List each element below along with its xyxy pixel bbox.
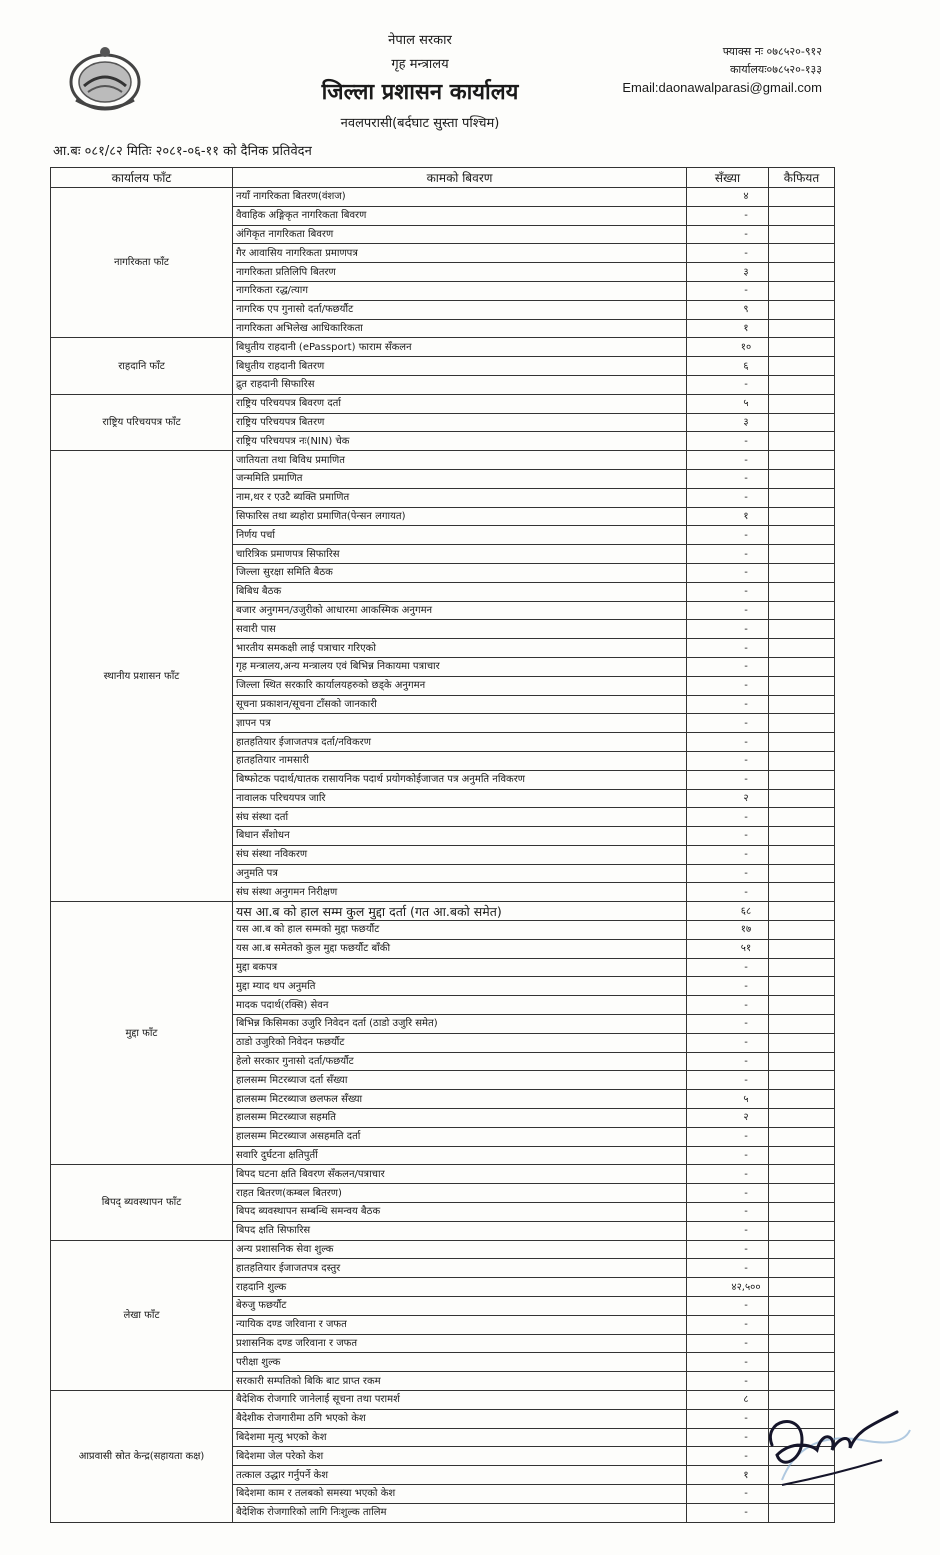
table-row: [51, 394, 835, 413]
description-cell: हालसम्म मिटरब्याज दर्ता सँख्या: [233, 1071, 687, 1090]
count-cell: ५: [687, 394, 769, 413]
count-cell: -: [687, 1052, 769, 1071]
description-cell: न्यायिक दण्ड जरिवाना र जफत: [233, 1315, 687, 1334]
count-cell: २: [687, 1109, 769, 1128]
count-cell: -: [687, 827, 769, 846]
description-cell: सवारि दुर्घटना क्षतिपुर्ती: [233, 1146, 687, 1165]
count-cell: ५: [687, 1090, 769, 1109]
count-cell: -: [687, 864, 769, 883]
count-cell: -: [687, 582, 769, 601]
remarks-cell: [769, 413, 835, 432]
remarks-cell: [769, 921, 835, 940]
description-cell: हातहतियार ईजाजतपत्र दर्ता/नविकरण: [233, 733, 687, 752]
description-cell: राष्ट्रिय परिचयपत्र बिवरण दर्ता: [233, 394, 687, 413]
table-row: [51, 902, 835, 921]
remarks-cell: [769, 563, 835, 582]
office-location: नवलपरासी(बर्दघाट सुस्ता पश्चिम): [340, 116, 500, 131]
description-cell: अन्य प्रशासनिक सेवा शुल्क: [233, 1240, 687, 1259]
remarks-cell: [769, 1033, 835, 1052]
remarks-cell: [769, 939, 835, 958]
description-cell: हालसम्म मिटरब्याज छलफल सँख्या: [233, 1090, 687, 1109]
remarks-cell: [769, 1071, 835, 1090]
count-cell: -: [687, 526, 769, 545]
table-row: [51, 1165, 835, 1184]
remarks-cell: [769, 319, 835, 338]
count-cell: -: [687, 1240, 769, 1259]
remarks-cell: [769, 300, 835, 319]
count-cell: -: [687, 1315, 769, 1334]
count-cell: -: [687, 1165, 769, 1184]
description-cell: सूचना प्रकाशन/सूचना टाँसको जानकारी: [233, 695, 687, 714]
fax-number: फ्याक्स नः ०७८५२०-९१२: [722, 45, 822, 58]
remarks-cell: [769, 657, 835, 676]
description-cell: वैवाहिक अङ्गिकृत नागरिकता बिवरण: [233, 206, 687, 225]
count-cell: -: [687, 1334, 769, 1353]
remarks-cell: [769, 751, 835, 770]
remarks-cell: [769, 601, 835, 620]
remarks-cell: [769, 1503, 835, 1522]
count-cell: -: [687, 1409, 769, 1428]
remarks-cell: [769, 1278, 835, 1297]
count-cell: -: [687, 733, 769, 752]
remarks-cell: [769, 883, 835, 902]
count-cell: ८: [687, 1391, 769, 1410]
count-cell: -: [687, 225, 769, 244]
description-cell: नागरिक एप गुनासो दर्ता/फछर्यौट: [233, 300, 687, 319]
description-cell: राष्ट्रिय परिचयपत्र बितरण: [233, 413, 687, 432]
count-cell: -: [687, 1484, 769, 1503]
signature-stamp: [762, 1400, 912, 1500]
remarks-cell: [769, 1090, 835, 1109]
description-cell: बिपद घटना क्षति बिवरण सँकलन/पत्राचार: [233, 1165, 687, 1184]
count-cell: ४: [687, 188, 769, 207]
count-cell: -: [687, 1184, 769, 1203]
count-cell: -: [687, 206, 769, 225]
description-cell: तत्काल उद्धार गर्नुपर्ने केश: [233, 1466, 687, 1485]
remarks-cell: [769, 620, 835, 639]
section-name-cell: मुद्दा फाँट: [51, 902, 233, 1165]
remarks-cell: [769, 1109, 835, 1128]
description-cell: हातहतियार ईजाजतपत्र दस्तुर: [233, 1259, 687, 1278]
count-cell: -: [687, 620, 769, 639]
remarks-cell: [769, 432, 835, 451]
count-cell: १: [687, 507, 769, 526]
table-row: [51, 1391, 835, 1410]
remarks-cell: [769, 526, 835, 545]
description-cell: बजार अनुगमन/उजुरीको आधारमा आकस्मिक अनुगमन: [233, 601, 687, 620]
description-cell: चारित्रिक प्रमाणपत्र सिफारिस: [233, 545, 687, 564]
remarks-cell: [769, 1353, 835, 1372]
description-cell: गृह मन्त्रालय,अन्य मन्त्रालय एवं बिभिन्न निकायमा पत्राचार: [233, 657, 687, 676]
description-cell: नागरिकता प्रतिलिपि बितरण: [233, 263, 687, 282]
count-cell: -: [687, 432, 769, 451]
count-cell: -: [687, 1297, 769, 1316]
count-cell: -: [687, 996, 769, 1015]
description-cell: नागरिकता रद्ध/त्याग: [233, 281, 687, 300]
count-cell: -: [687, 845, 769, 864]
description-cell: जन्ममिति प्रमाणित: [233, 469, 687, 488]
description-cell: हेलो सरकार गुनासो दर्ता/फछर्यौट: [233, 1052, 687, 1071]
remarks-cell: [769, 375, 835, 394]
count-cell: -: [687, 545, 769, 564]
count-cell: ३: [687, 263, 769, 282]
report-title: आ.बः ०८१/८२ मितिः २०८१-०६-११ को दैनिक प्रतिवेदन: [53, 144, 312, 159]
description-cell: ज्ञापन पत्र: [233, 714, 687, 733]
remarks-cell: [769, 770, 835, 789]
count-cell: -: [687, 1033, 769, 1052]
remarks-cell: [769, 996, 835, 1015]
column-header-section: कार्यालय फाँट: [51, 168, 233, 188]
description-cell: राहदानि शुल्क: [233, 1278, 687, 1297]
description-cell: परीक्षा शुल्क: [233, 1353, 687, 1372]
description-cell: यस आ.ब को हाल सम्म कुल मुद्दा दर्ता (गत आ.बको समेत): [233, 902, 687, 921]
description-cell: राहत बितरण(कम्बल बितरण): [233, 1184, 687, 1203]
count-cell: -: [687, 1447, 769, 1466]
remarks-cell: [769, 263, 835, 282]
description-cell: संघ संस्था नविकरण: [233, 845, 687, 864]
description-cell: बिपद ब्यवस्थापन सम्बन्धि समन्वय बैठक: [233, 1203, 687, 1222]
count-cell: १७: [687, 921, 769, 940]
count-cell: -: [687, 1071, 769, 1090]
description-cell: संघ संस्था दर्ता: [233, 808, 687, 827]
description-cell: बिदेशमा काम र तलबको समस्या भएको केश: [233, 1484, 687, 1503]
remarks-cell: [769, 845, 835, 864]
remarks-cell: [769, 1372, 835, 1391]
count-cell: -: [687, 1503, 769, 1522]
description-cell: अंगिकृत नागरिकता बिवरण: [233, 225, 687, 244]
count-cell: -: [687, 714, 769, 733]
section-name-cell: स्थानीय प्रशासन फाँट: [51, 451, 233, 902]
remarks-cell: [769, 244, 835, 263]
count-cell: -: [687, 1372, 769, 1391]
description-cell: बिबिध बैठक: [233, 582, 687, 601]
remarks-cell: [769, 1184, 835, 1203]
count-cell: -: [687, 770, 769, 789]
description-cell: मादक पदार्थ(रक्सि) सेवन: [233, 996, 687, 1015]
remarks-cell: [769, 582, 835, 601]
remarks-cell: [769, 1259, 835, 1278]
description-cell: सवारी पास: [233, 620, 687, 639]
count-cell: २: [687, 789, 769, 808]
description-cell: बिपद क्षति सिफारिस: [233, 1221, 687, 1240]
description-cell: जातियता तथा बिविध प्रमाणित: [233, 451, 687, 470]
count-cell: -: [687, 1221, 769, 1240]
count-cell: ५१: [687, 939, 769, 958]
count-cell: -: [687, 657, 769, 676]
description-cell: यस आ.ब समेतको कुल मुद्दा फछर्यौट बाँकी: [233, 939, 687, 958]
count-cell: -: [687, 244, 769, 263]
description-cell: प्रशासनिक दण्ड जरिवाना र जफत: [233, 1334, 687, 1353]
remarks-cell: [769, 1127, 835, 1146]
count-cell: -: [687, 676, 769, 695]
count-cell: ६८: [687, 902, 769, 921]
count-cell: -: [687, 639, 769, 658]
remarks-cell: [769, 864, 835, 883]
ministry-line: गृह मन्त्रालय: [391, 57, 449, 72]
description-cell: जिल्ला सुरक्षा समिति बैठक: [233, 563, 687, 582]
remarks-cell: [769, 789, 835, 808]
description-cell: बिभिन्न किसिमका उजुरि निवेदन दर्ता (ठाडो उजुरि समेत): [233, 1015, 687, 1034]
remarks-cell: [769, 695, 835, 714]
remarks-cell: [769, 1052, 835, 1071]
remarks-cell: [769, 827, 835, 846]
remarks-cell: [769, 1015, 835, 1034]
description-cell: बैदेशीक रोजगारीमा ठगि भएको केश: [233, 1409, 687, 1428]
remarks-cell: [769, 545, 835, 564]
description-cell: संघ संस्था अनुगमन निरीक्षण: [233, 883, 687, 902]
remarks-cell: [769, 902, 835, 921]
description-cell: अनुमति पत्र: [233, 864, 687, 883]
remarks-cell: [769, 1315, 835, 1334]
count-cell: ६: [687, 357, 769, 376]
count-cell: -: [687, 977, 769, 996]
section-name-cell: बिपद् ब्यवस्थापन फाँट: [51, 1165, 233, 1240]
description-cell: बिधुतीय राहदानी (ePassport) फाराम सँकलन: [233, 338, 687, 357]
count-cell: -: [687, 469, 769, 488]
count-cell: १: [687, 1466, 769, 1485]
count-cell: -: [687, 883, 769, 902]
remarks-cell: [769, 206, 835, 225]
count-cell: -: [687, 751, 769, 770]
column-header-count: सँख्या: [687, 168, 769, 188]
description-cell: निर्णय पर्चा: [233, 526, 687, 545]
remarks-cell: [769, 357, 835, 376]
table-row: [51, 188, 835, 207]
description-cell: मुद्दा बकपत्र: [233, 958, 687, 977]
description-cell: सरकारी सम्पतिको बिकि बाट प्राप्त रकम: [233, 1372, 687, 1391]
section-name-cell: राहदानि फाँट: [51, 338, 233, 394]
remarks-cell: [769, 1146, 835, 1165]
remarks-cell: [769, 639, 835, 658]
description-cell: बिधुतीय राहदानी बितरण: [233, 357, 687, 376]
description-cell: बेरुजु फछर्यौट: [233, 1297, 687, 1316]
section-name-cell: लेखा फाँट: [51, 1240, 233, 1390]
table-row: [51, 1240, 835, 1259]
count-cell: -: [687, 1127, 769, 1146]
description-cell: नयाँ नागरिकता बितरण(वंशज): [233, 188, 687, 207]
count-cell: १: [687, 319, 769, 338]
description-cell: बिदेशमा जेल परेको केश: [233, 1447, 687, 1466]
count-cell: -: [687, 601, 769, 620]
description-cell: बैदेशिक रोजगारि जानेलाई सूचना तथा परामर्श: [233, 1391, 687, 1410]
remarks-cell: [769, 714, 835, 733]
description-cell: बिधान सँशोधन: [233, 827, 687, 846]
remarks-cell: [769, 507, 835, 526]
daily-report-table: [50, 167, 835, 1523]
remarks-cell: [769, 338, 835, 357]
section-name-cell: राष्ट्रिय परिचयपत्र फाँट: [51, 394, 233, 450]
count-cell: १०: [687, 338, 769, 357]
count-cell: -: [687, 451, 769, 470]
government-line: नेपाल सरकार: [388, 33, 452, 48]
remarks-cell: [769, 394, 835, 413]
count-cell: -: [687, 1353, 769, 1372]
count-cell: -: [687, 808, 769, 827]
description-cell: भारतीय समकक्षी लाई पत्राचार गरिएको: [233, 639, 687, 658]
table-row: [51, 338, 835, 357]
description-cell: राष्ट्रिय परिचयपत्र नः(NIN) चेक: [233, 432, 687, 451]
description-cell: नागरिकता अभिलेख आधिकारिकता: [233, 319, 687, 338]
description-cell: जिल्ला स्थित सरकारि कार्यालयहरुको छड्के अनुगमन: [233, 676, 687, 695]
table-header-row: [51, 168, 835, 188]
section-name-cell: नागरिकता फाँट: [51, 188, 233, 338]
description-cell: बैदेशिक रोजगारिको लागि निःशुल्क तालिम: [233, 1503, 687, 1522]
description-cell: सिफारिस तथा ब्यहोरा प्रमाणित(पेन्सन लगायत): [233, 507, 687, 526]
remarks-cell: [769, 1240, 835, 1259]
description-cell: ठाडो उजुरिको निवेदन फछर्यौट: [233, 1033, 687, 1052]
description-cell: हालसम्म मिटरब्याज सहमति: [233, 1109, 687, 1128]
description-cell: हातहतियार नामसारी: [233, 751, 687, 770]
count-cell: -: [687, 1146, 769, 1165]
remarks-cell: [769, 977, 835, 996]
remarks-cell: [769, 1297, 835, 1316]
remarks-cell: [769, 958, 835, 977]
count-cell: ३: [687, 413, 769, 432]
count-cell: -: [687, 1428, 769, 1447]
remarks-cell: [769, 1165, 835, 1184]
count-cell: -: [687, 488, 769, 507]
section-name-cell: आप्रवासी स्रोत केन्द्र(सहायता कक्ष): [51, 1391, 233, 1523]
remarks-cell: [769, 733, 835, 752]
description-cell: मुद्दा म्याद थप अनुमति: [233, 977, 687, 996]
remarks-cell: [769, 1203, 835, 1222]
count-cell: -: [687, 695, 769, 714]
description-cell: नावालक परिचयपत्र जारि: [233, 789, 687, 808]
remarks-cell: [769, 1221, 835, 1240]
count-cell: -: [687, 375, 769, 394]
remarks-cell: [769, 1334, 835, 1353]
column-header-description: कामको बिवरण: [233, 168, 687, 188]
description-cell: द्रुत राहदानी सिफारिस: [233, 375, 687, 394]
remarks-cell: [769, 451, 835, 470]
count-cell: -: [687, 1015, 769, 1034]
count-cell: -: [687, 1259, 769, 1278]
remarks-cell: [769, 469, 835, 488]
office-phone: कार्यालयः०७८५२०-१३३: [729, 63, 822, 76]
nepal-government-emblem-icon: [66, 44, 144, 114]
description-cell: हालसम्म मिटरब्याज असहमति दर्ता: [233, 1127, 687, 1146]
description-cell: यस आ.ब को हाल सम्मको मुद्दा फछर्यौट: [233, 921, 687, 940]
table-body: [51, 188, 835, 1523]
remarks-cell: [769, 281, 835, 300]
email-address: Email:daonawalparasi@gmail.com: [622, 80, 822, 95]
description-cell: गैर आवासिय नागरिकता प्रमाणपत्र: [233, 244, 687, 263]
count-cell: -: [687, 281, 769, 300]
count-cell: ४२,५००: [687, 1278, 769, 1297]
description-cell: नाम,थर र एउटै ब्यक्ति प्रमाणित: [233, 488, 687, 507]
count-cell: -: [687, 563, 769, 582]
remarks-cell: [769, 488, 835, 507]
remarks-cell: [769, 676, 835, 695]
office-title: जिल्ला प्रशासन कार्यालय: [321, 80, 519, 105]
count-cell: -: [687, 958, 769, 977]
column-header-remarks: कैफियत: [769, 168, 835, 188]
description-cell: बिष्फोटक पदार्थ/घातक रासायनिक पदार्थ प्रयोगकोईजाजत पत्र अनुमति नविकरण: [233, 770, 687, 789]
description-cell: बिदेशमा मृत्यु भएको केश: [233, 1428, 687, 1447]
table-row: [51, 451, 835, 470]
remarks-cell: [769, 188, 835, 207]
remarks-cell: [769, 808, 835, 827]
count-cell: ९: [687, 300, 769, 319]
remarks-cell: [769, 225, 835, 244]
count-cell: -: [687, 1203, 769, 1222]
